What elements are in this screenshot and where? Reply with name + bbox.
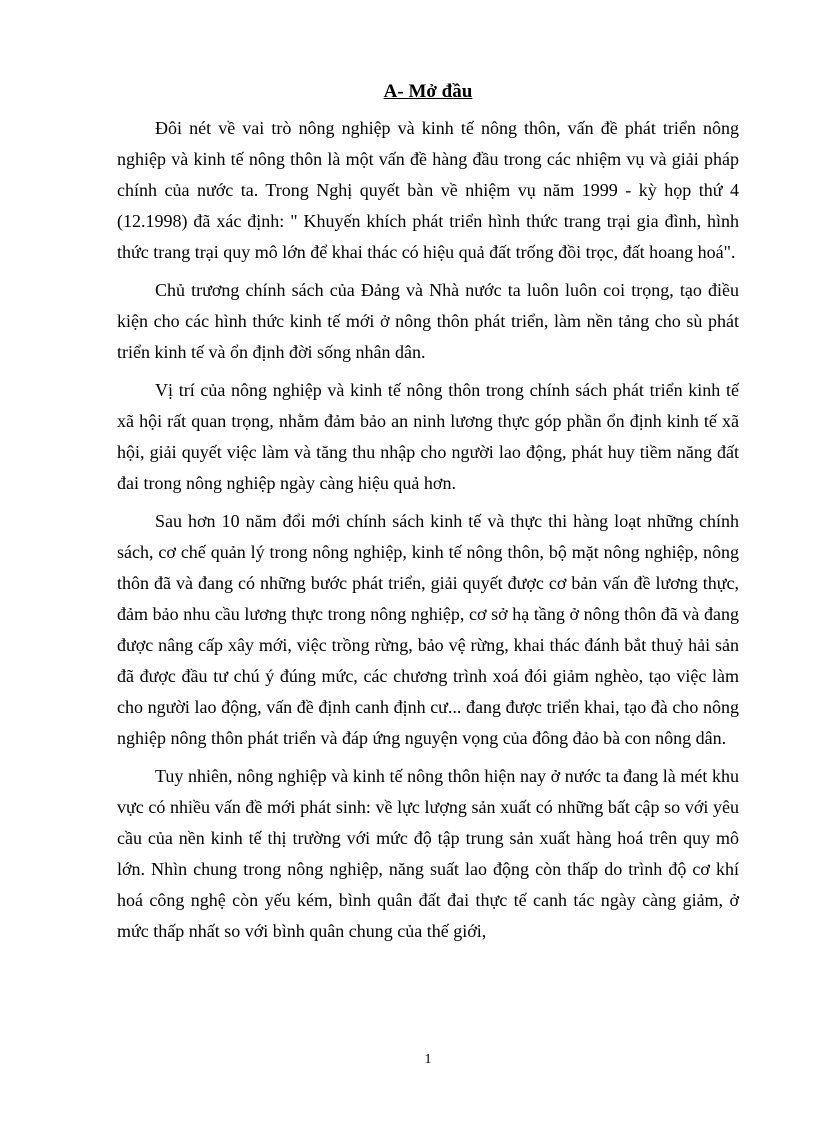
document-body <box>117 78 739 954</box>
section-title: A- Mở đầu <box>383 81 473 102</box>
paragraph-5: Tuy nhiên, nông nghiệp và kinh tế nông thôn hiện nay ở nước ta đang là mét khu vực có nhiều vấn đề mới phát sinh: về lực lượng sản xuất có những bất cập so với yêu cầu của nền kinh tế thị trường với mức độ tập trung sản xuất hàng hoá trên quy mô lớn. Nhìn chung trong nông nghiệp, năng suất lao động còn thấp do trình độ cơ khí hoá công nghệ còn yếu kém, bình quân đất đai thực tế canh tác ngày càng giảm, ở mức thấp nhất so với bình quân chung của thế giới, <box>117 766 739 941</box>
paragraph-1: Đôi nét về vai trò nông nghiệp và kinh tế nông thôn, vấn đề phát triển nông nghiệp và kinh tế nông thôn là một vấn đề hàng đầu trong các nhiệm vụ và giải pháp chính của nước ta. Trong Nghị quyết bàn về nhiệm vụ năm 1999 - kỳ họp thứ 4 (12.1998) đã xác định: " Khuyến khích phát triển hình thức trang trại gia đình, hình thức trang trại quy mô lớn để khai thác có hiệu quả đất trống đồi trọc, đất hoang hoá". <box>117 118 739 262</box>
paragraph-2: Chủ trương chính sách của Đảng và Nhà nước ta luôn luôn coi trọng, tạo điều kiện cho các hình thức kinh tế mới ở nông thôn phát triển, làm nền tảng cho sù phát triển kinh tế và ổn định đời sống nhân dân. <box>117 280 739 362</box>
paragraph-4: Sau hơn 10 năm đổi mới chính sách kinh tế và thực thi hàng loạt những chính sách, cơ chế quản lý trong nông nghiệp, kinh tế nông thôn, bộ mặt nông nghiệp, nông thôn đã và đang có những bước phát triển, giải quyết được cơ bản vấn đề lương thực, đảm bảo nhu cầu lương thực trong nông nghiệp, cơ sở hạ tầng ở nông thôn đã và đang được nâng cấp xây mới, việc trồng rừng, bảo vệ rừng, khai thác đánh bắt thuỷ hải sản đã được đầu tư chú ý đúng mức, các chương trình xoá đói giảm nghèo, tạo việc làm cho người lao động, vấn đề định canh định cư... đang được triển khai, tạo đà cho nông nghiệp nông thôn phát triển và đáp ứng nguyện vọng của đông đảo bà con nông dân. <box>117 511 739 748</box>
paragraph-3: Vị trí của nông nghiệp và kinh tế nông thôn trong chính sách phát triển kinh tế xã hội rất quan trọng, nhằm đảm bảo an ninh lương thực góp phần ổn định kinh tế xã hội, giải quyết việc làm và tăng thu nhập cho người lao động, phát huy tiềm năng đất đai trong nông nghiệp ngày càng hiệu quả hơn. <box>117 380 739 493</box>
page-number: 1 <box>424 1052 432 1067</box>
